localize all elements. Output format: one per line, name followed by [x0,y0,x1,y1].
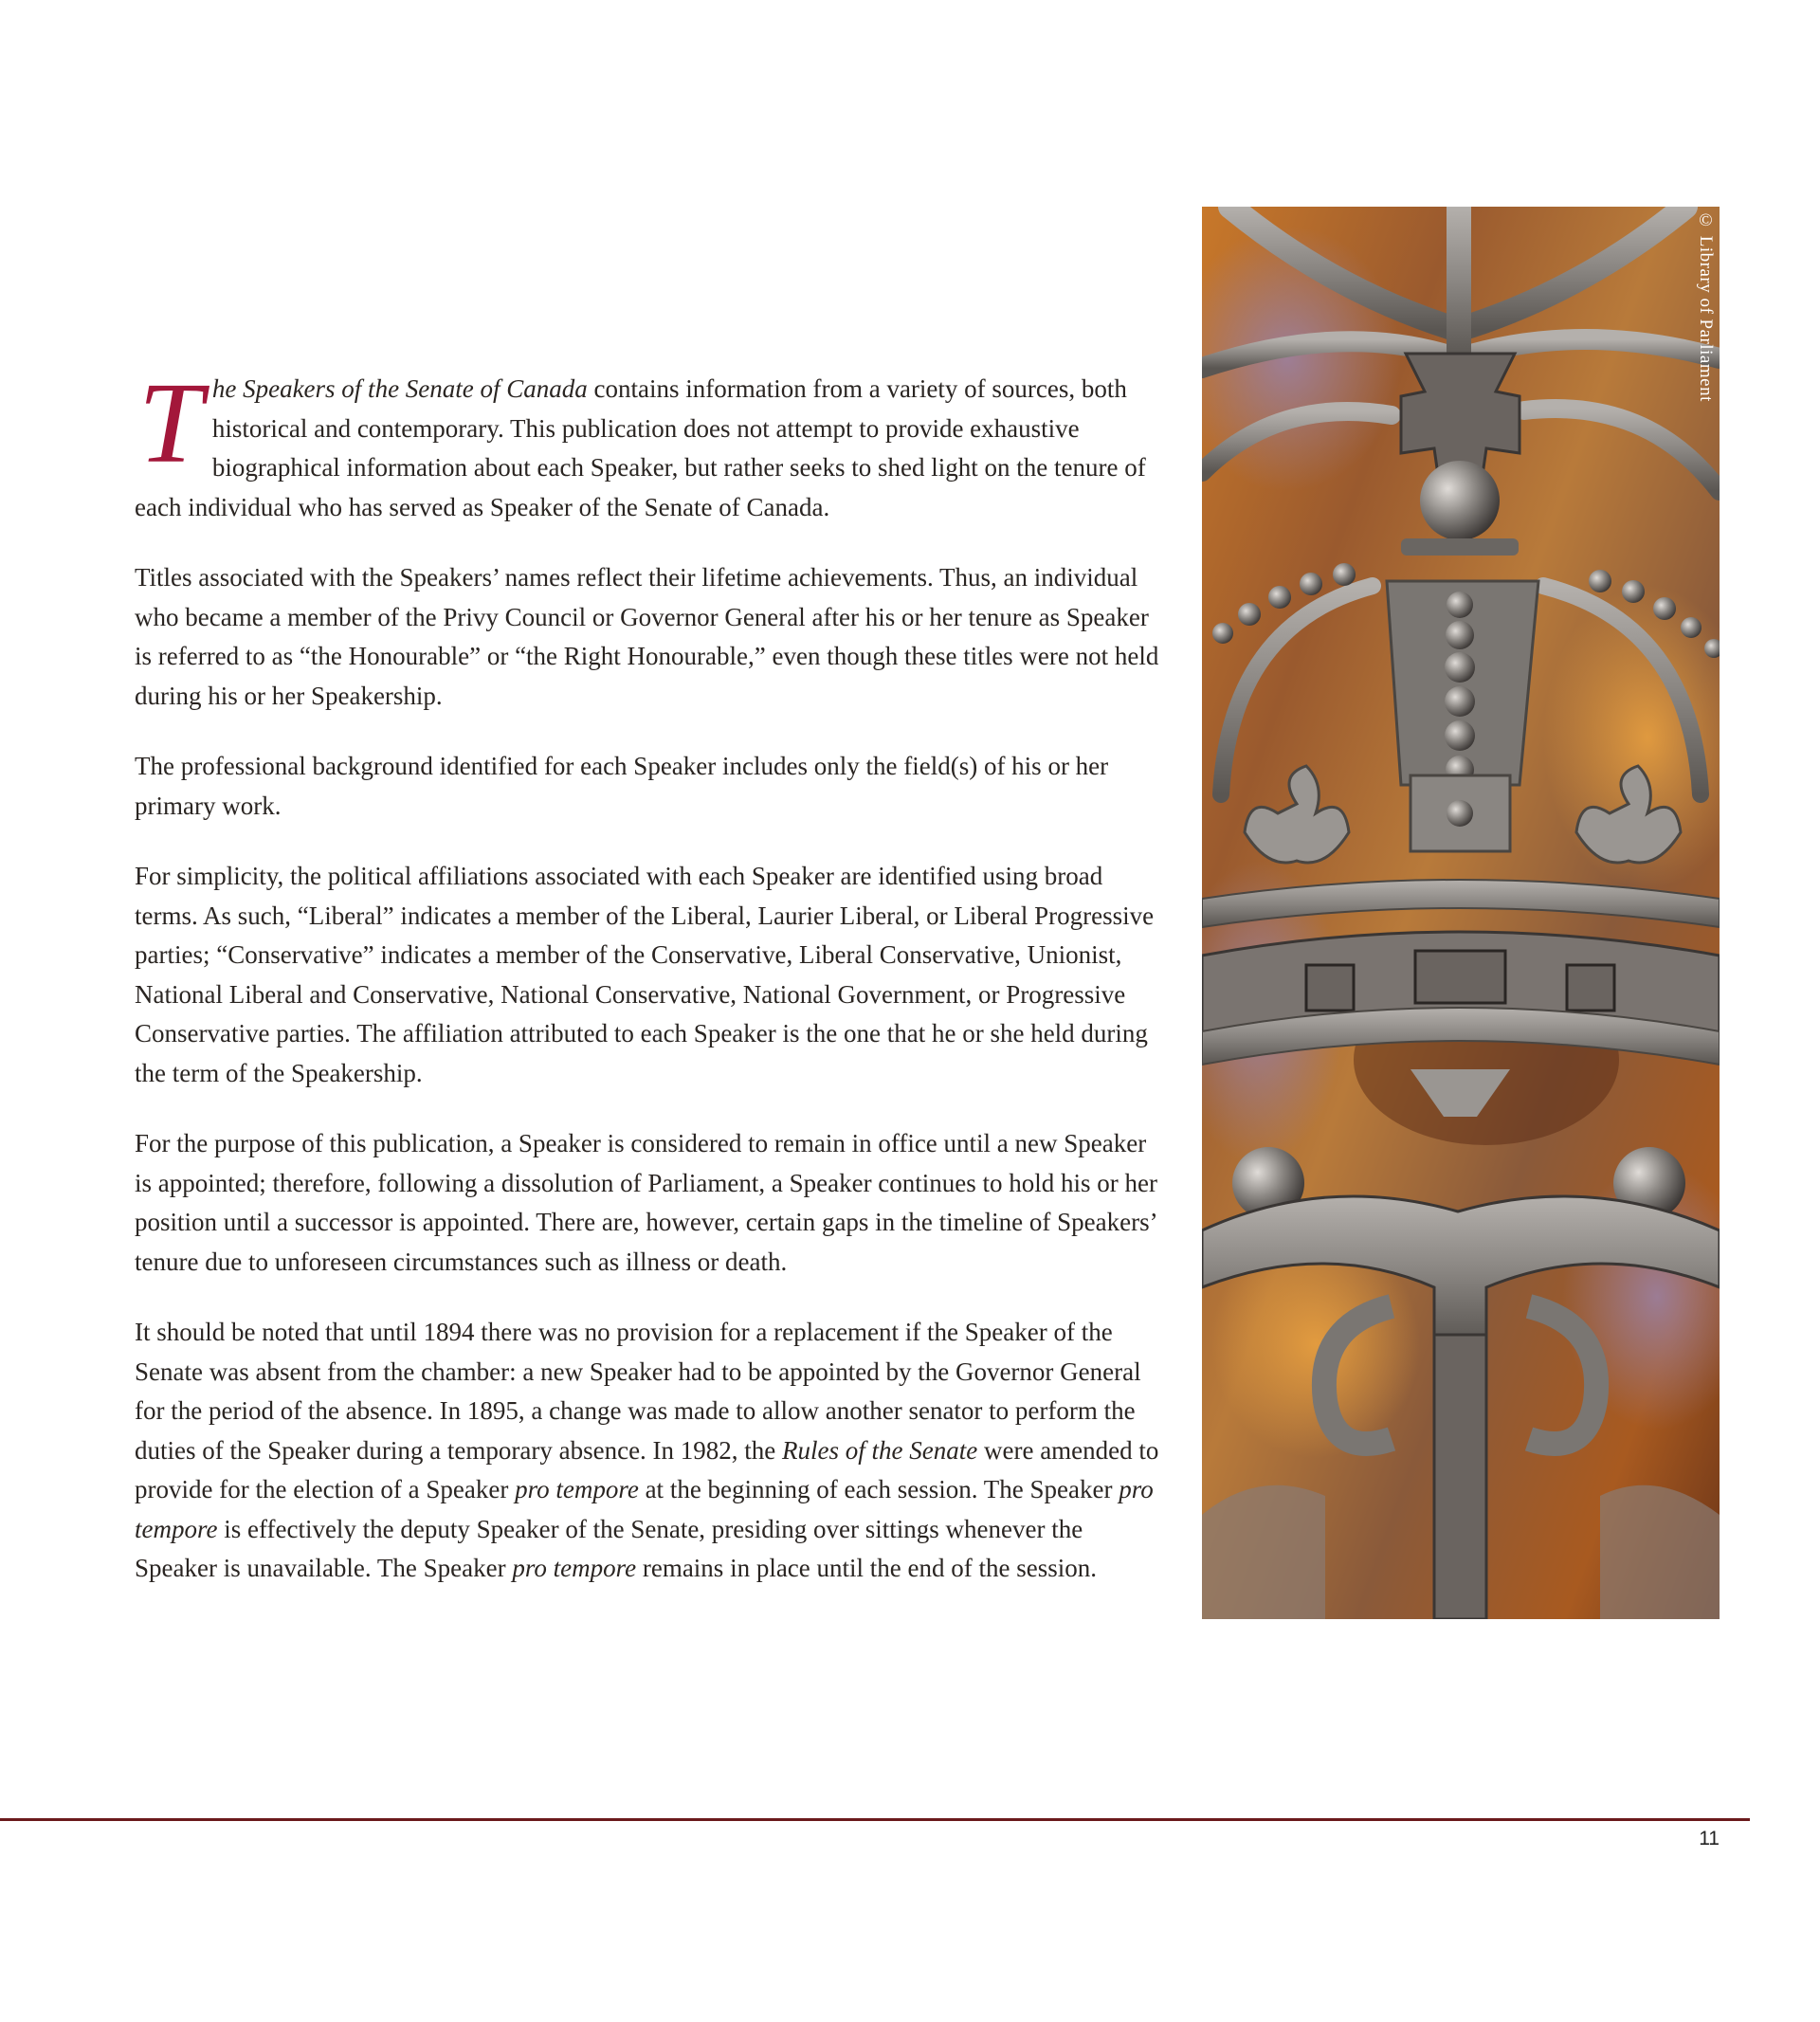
paragraph-background: The professional background identified for each Speaker includes only the field(s) of his or her primary work. [135,752,1109,820]
paragraph-tenure: For the purpose of this publication, a Speaker is considered to remain in office until a new Speaker is appointed; therefore, following a dissolution of Parliament, a Speaker continues to hold his or her position until a successor is appointed. There are, however, certain gaps in the timeline of Speakers’ tenure due to unforeseen circumstances such as illness or death. [135,1129,1158,1276]
paragraph-titles: Titles associated with the Speakers’ names reflect their lifetime achievements. Thus, an individual who became a member of the Privy Council or Governor General after his or her tenure as Speaker is referred to as “the Honourable” or “the Right Honourable,” even though these titles were not held during his or her Speakership. [135,563,1159,710]
latin-term: pro tempore [512,1554,637,1582]
photo-credit: © Library of Parliament [1696,210,1716,402]
text-segment: at the beginning of each session. The Speaker [638,1475,1119,1503]
crown-illustration [1202,207,1720,1619]
footer-rule [0,1818,1750,1821]
paragraph-affiliations: For simplicity, the political affiliations associated with each Speaker are identified using broad terms. As such, “Liberal” indicates a member of the Liberal, Laurier Liberal, or Liberal Progressive parties; “Conservative” indicates a member of the Conservative, Liberal Conservative, Unionist, National Liberal and Conservative, National Conservative, National Government, or Progressive Conservative parties. The affiliation attributed to each Speaker is the one that he or she held during the term of the Speakership. [135,862,1155,1087]
latin-term: pro tempore [515,1475,639,1503]
text-segment: remains in place until the end of the session. [636,1554,1097,1582]
publication-title: he Speakers of the Senate of Canada [211,374,588,403]
text-segment: were amended to provide for the election of a Speaker [135,1435,1159,1503]
text-segment: is effectively the deputy Speaker of the Senate, presiding over sittings whenever the Speaker is unavailable. The Speaker [135,1514,1083,1582]
drop-cap: T [138,359,203,487]
rules-title: Rules of the Senate [782,1435,978,1465]
text-segment: It should be noted that until 1894 there was no provision for a replacement if the Speaker of the Senate was absent from the chamber: a new Speaker had to be appointed by the Governor General for the period of the absence. In 1895, a change was made to allow another senator to perform the duties of the Speaker during a temporary absence. In 1982, the [135,1318,1141,1465]
page-number: 11 [1699,1828,1720,1849]
latin-term: pro tempore [135,1475,1154,1543]
body-text [135,359,1160,1620]
intro-paragraph [135,359,1160,527]
intro-text: contains information from a variety of sources, both historical and contemporary. This publication does not attempt to provide exhaustive biographical information about each Speaker, but rather seeks to shed light on the tenure of each individual who has served as Speaker of the Senate of Canada. [135,374,1146,521]
paragraph-pro-tempore [135,1313,1160,1589]
crown-photo [1202,207,1720,1619]
